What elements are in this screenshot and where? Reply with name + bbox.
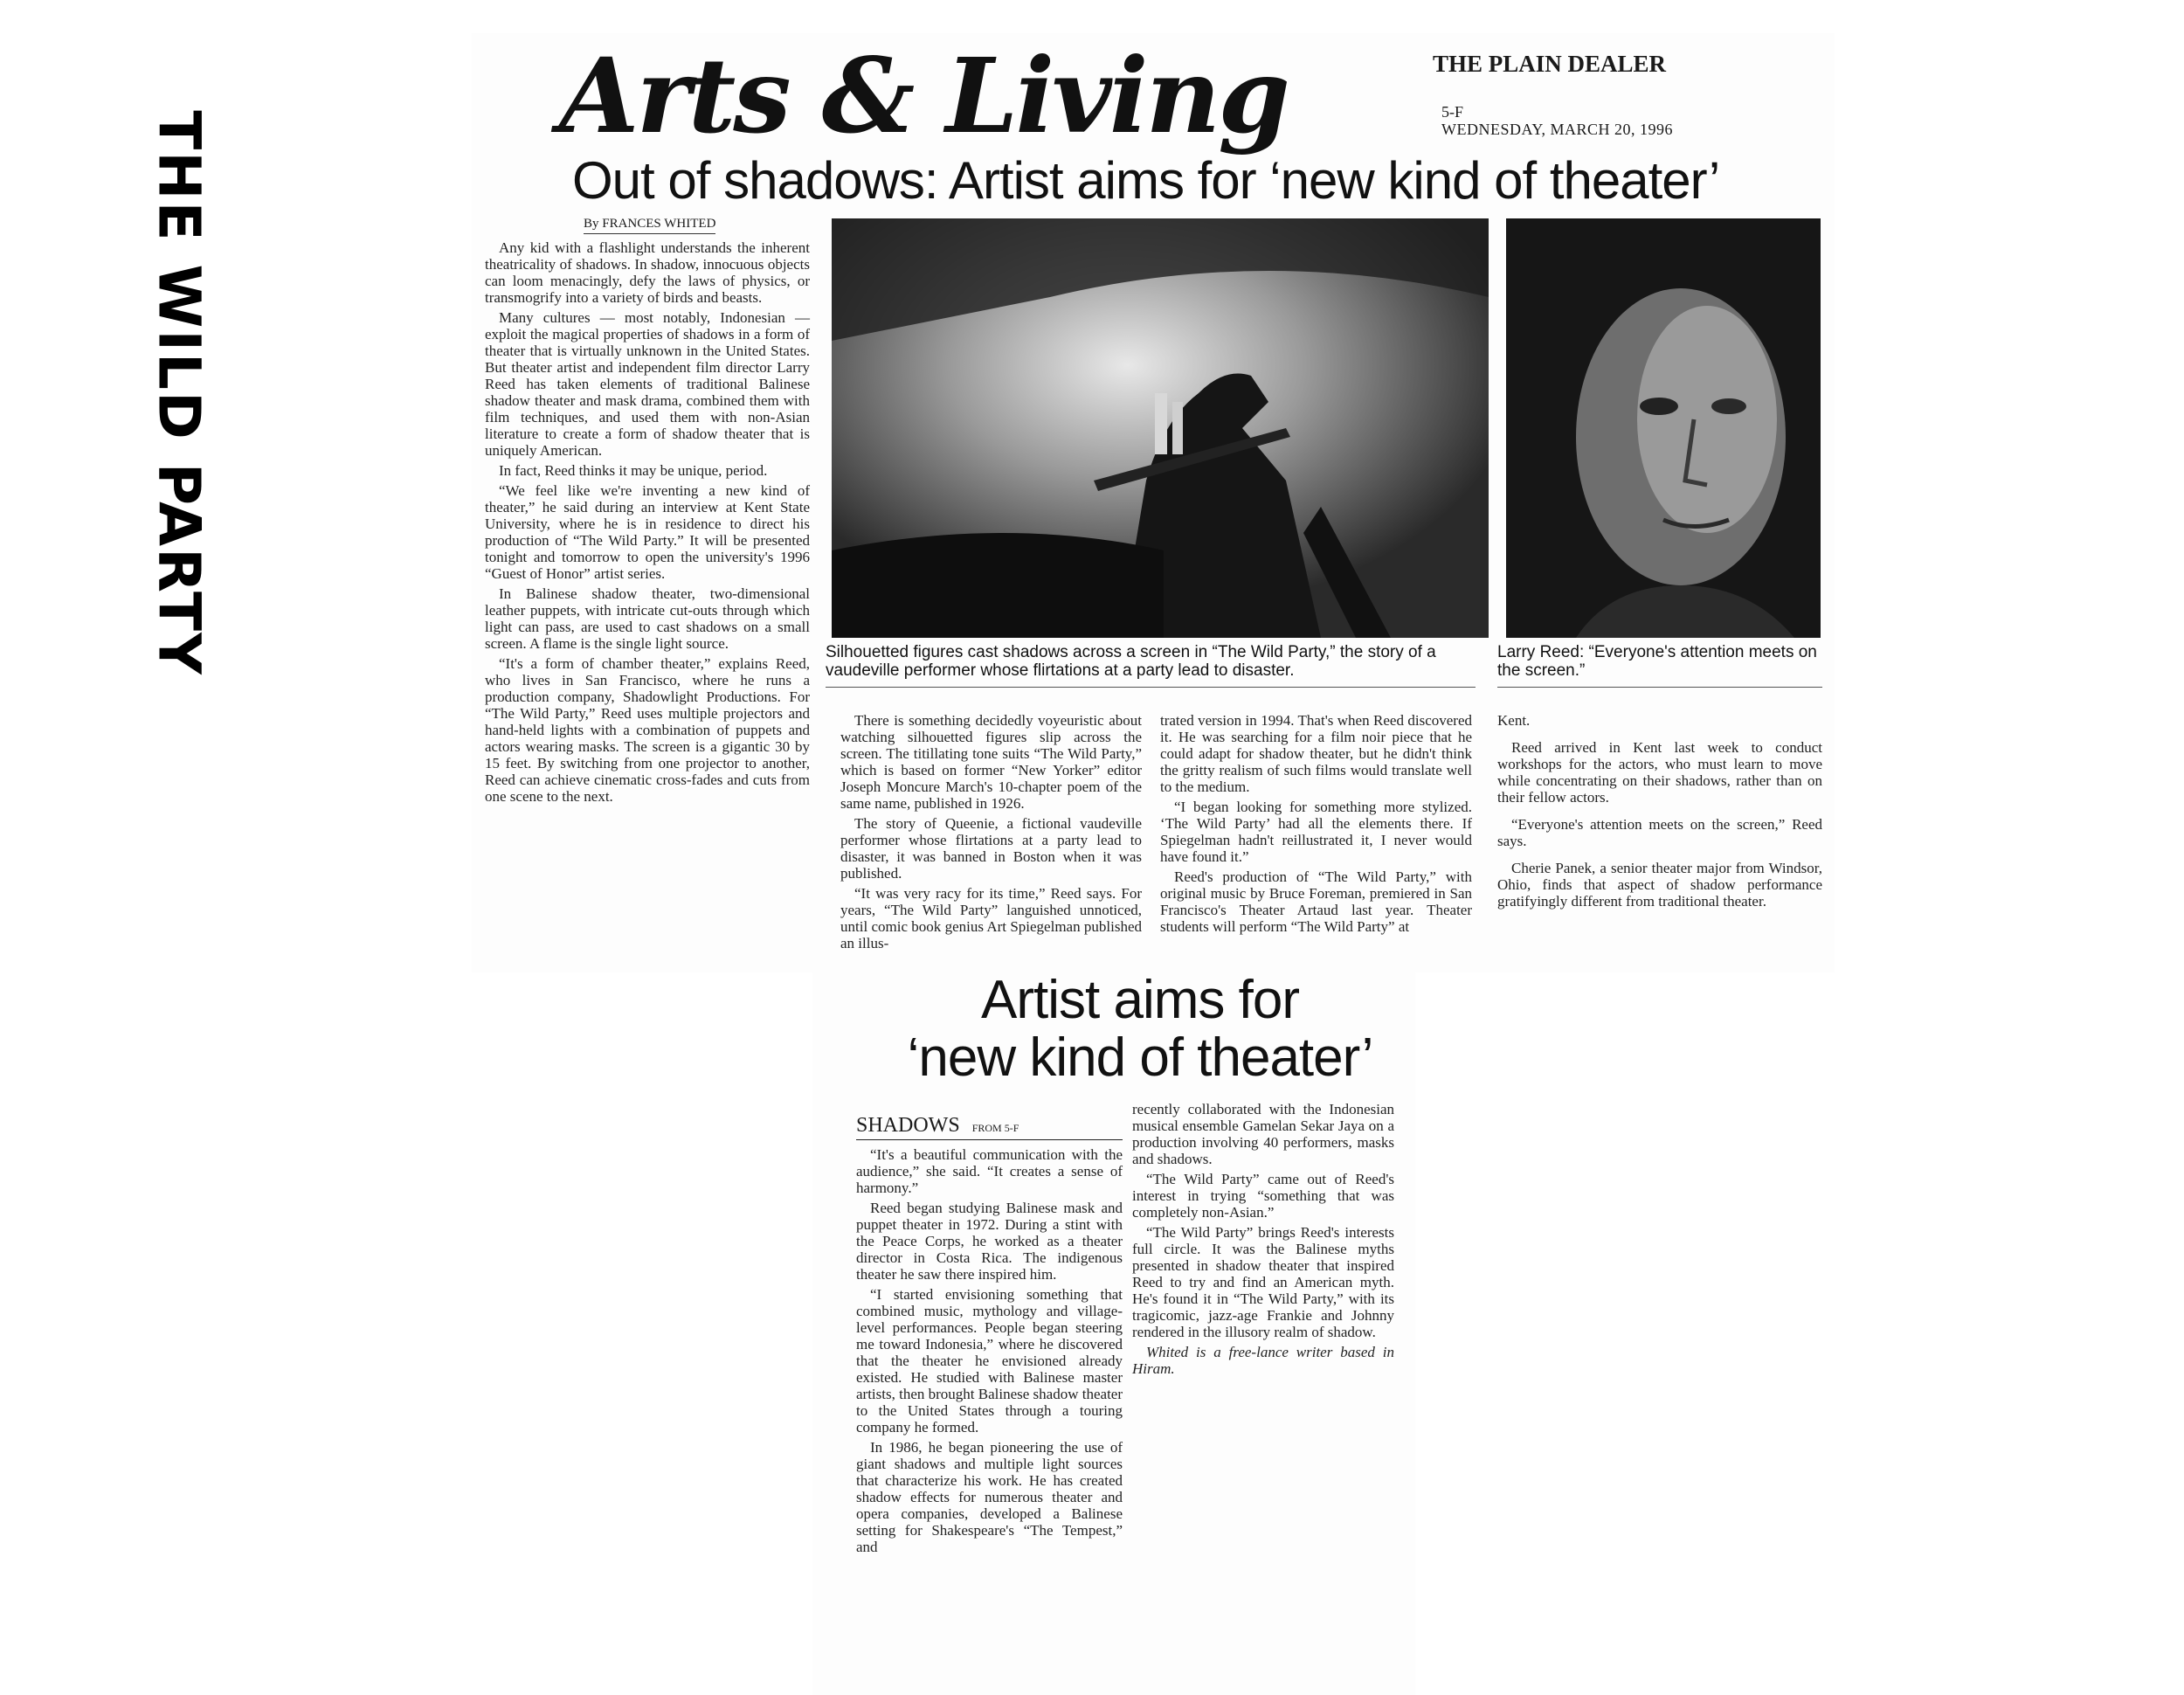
paragraph: Reed's production of “The Wild Party,” with original music by Bruce Foreman, premiered in San Francisco's Theater Artaud last year. Theater students will perform “The Wild Party” at [1160, 868, 1472, 935]
article-column-5 [856, 1146, 1123, 1559]
paragraph: Many cultures — most notably, Indonesian — exploit the magical properties of shadows in a form of theater that is virtually unknown in the United States. But theater artist and independent film director Larry Reed has taken elements of traditional Balinese shadow theater and mask drama, combined them with film techniques, and used them with non-Asian literature to create a form of shadow theater that is uniquely American. [485, 309, 810, 459]
author-signoff: Whited is a free-lance writer based in Hiram. [1132, 1344, 1394, 1377]
byline: By FRANCES WHITED [584, 217, 715, 234]
jump-label-text: SHADOWS [856, 1114, 960, 1137]
jump-headline-line: ‘new kind of theater’ [907, 1027, 1373, 1088]
paragraph: “We feel like we're inventing a new kind of theater,” he said during an interview at Kent State University, where he is in residence to direct his production of “The Wild Party.” It will be presented tonight and tomorrow to open the university's 1996 “Guest of Honor” artist series. [485, 482, 810, 582]
larry-reed-photo [1506, 218, 1821, 638]
paragraph: Any kid with a flashlight understands the inherent theatricality of shadows. In shadow, innocuous objects can loom menacingly, defy the laws of physics, or transmogrify into a variety of birds and beasts. [485, 239, 810, 306]
page-number: 5-F [1441, 103, 1464, 121]
caption-rule [826, 687, 1476, 688]
paragraph: In fact, Reed thinks it may be unique, period. [499, 462, 768, 479]
paragraph: recently collaborated with the Indonesian musical ensemble Gamelan Sekar Jaya on a production involving 40 performers, masks and shadows. [1132, 1101, 1394, 1167]
paragraph: “The Wild Party” brings Reed's interests full circle. It was the Balinese myths presented in shadow theater that inspired Reed to try and find an American myth. He's found it in “The Wild Party,” with its tragicomic, jazz-age Frankie and Johnny rendered in the illusory realm of shadow. [1132, 1224, 1394, 1340]
paragraph: “I began looking for something more stylized. ‘The Wild Party’ had all the elements there. If Spiegelman hadn't reillustrated it, I never would have found it.” [1160, 799, 1472, 865]
jump-label [856, 1114, 1123, 1140]
side-label [144, 70, 214, 716]
headline: Out of shadows: Artist aims for ‘new kind of theater’ [572, 151, 1720, 210]
paragraph: In Balinese shadow theater, two-dimensional leather puppets, with intricate cut-outs through which light can pass, are used to cast shadows on a small screen. A flame is the single light source. [485, 585, 810, 652]
jump-headline [860, 972, 1420, 1087]
article-column-3 [1160, 712, 1472, 938]
caption-rule [1497, 687, 1822, 688]
issue-date: WEDNESDAY, MARCH 20, 1996 [1441, 121, 1674, 138]
paragraph: Reed arrived in Kent last week to conduct workshops for the actors, who must learn to move while concentrating on their shadows, rather than on their fellow actors. [1497, 739, 1822, 806]
paragraph: In 1986, he began pioneering the use of giant shadows and multiple light sources that characterize his work. He has created shadow effects for numerous theater and opera companies, developed a Balinese setting for Shakespeare's “The Tempest,” and [856, 1439, 1123, 1555]
paragraph: “Everyone's attention meets on the screen,” Reed says. [1497, 816, 1822, 849]
paragraph: “It's a form of chamber theater,” explains Reed, who lives in San Francisco, where he runs a production company, Shadowlight Productions. For “The Wild Party,” Reed uses multiple projectors and hand-held lights with a combination of puppets and actors wearing masks. The screen is a gigantic 30 by 15 feet. By switching from one projector to another, Reed can achieve cinematic cross-fades and cuts from one scene to the next. [485, 655, 810, 805]
paragraph: Reed began studying Balinese mask and puppet theater in 1972. During a stint with the Peace Corps, he worked as a theater director in Costa Rica. The indigenous theater he saw there inspired him. [856, 1200, 1123, 1283]
jump-headline-line: Artist aims for [981, 970, 1299, 1030]
paragraph: “It was very racy for its time,” Reed says. For years, “The Wild Party” languished unnoticed, until comic book genius Art Spiegelman published an illus- [840, 885, 1142, 951]
paragraph: Kent. [1497, 712, 1531, 729]
shadow-theater-image [832, 218, 1489, 638]
portrait-image [1506, 218, 1821, 638]
photo-caption: Silhouetted figures cast shadows across a screen in “The Wild Party,” the story of a vaudeville performer whose flirtations at a party lead to disaster. [826, 643, 1436, 680]
section-title: Arts & Living [559, 35, 1288, 156]
side-label-text: THE WILD PARTY [145, 110, 213, 676]
portrait-caption: Larry Reed: “Everyone's attention meets on the screen.” [1497, 643, 1817, 680]
paragraph: trated version in 1994. That's when Reed discovered it. He was searching for a film noir piece that he could adapt for shadow theater, but he didn't think the gritty realism of such films would translate well to the medium. [1160, 712, 1472, 795]
paragraph: “It's a beautiful communication with the audience,” she said. “It creates a sense of harmony.” [856, 1146, 1123, 1196]
article-column-2 [840, 712, 1142, 955]
article-column-6 [1132, 1101, 1394, 1380]
article-column-1 [485, 239, 810, 808]
article-column-4 [1497, 712, 1822, 913]
paragraph: There is something decidedly voyeuristic about watching silhouetted figures slip across the screen. The titillating tone suits “The Wild Party,” which is based on former “New Yorker” editor Joseph Moncure March's 10-chapter poem of the same name, published in 1926. [840, 712, 1142, 812]
paragraph: Cherie Panek, a senior theater major from Windsor, Ohio, finds that aspect of shadow performance gratifyingly different from traditional theater. [1497, 860, 1822, 910]
paragraph: “I started envisioning something that combined music, mythology and village-level performances. People began steering me toward Indonesia,” where he discovered that the theater he envisioned already existed. He studied with Balinese master artists, then brought Balinese shadow theater to the United States through a touring company he formed. [856, 1286, 1123, 1436]
shadow-theater-photo [832, 218, 1489, 638]
newspaper-name: THE PLAIN DEALER [1433, 51, 1667, 77]
jump-from: FROM 5-F [971, 1122, 1019, 1134]
paragraph: “The Wild Party” came out of Reed's interest in trying “something that was completely non-Asian.” [1132, 1171, 1394, 1221]
paragraph: The story of Queenie, a fictional vaudeville performer whose flirtations at a party lead to disaster, it was banned in Boston when it was published. [840, 815, 1142, 882]
